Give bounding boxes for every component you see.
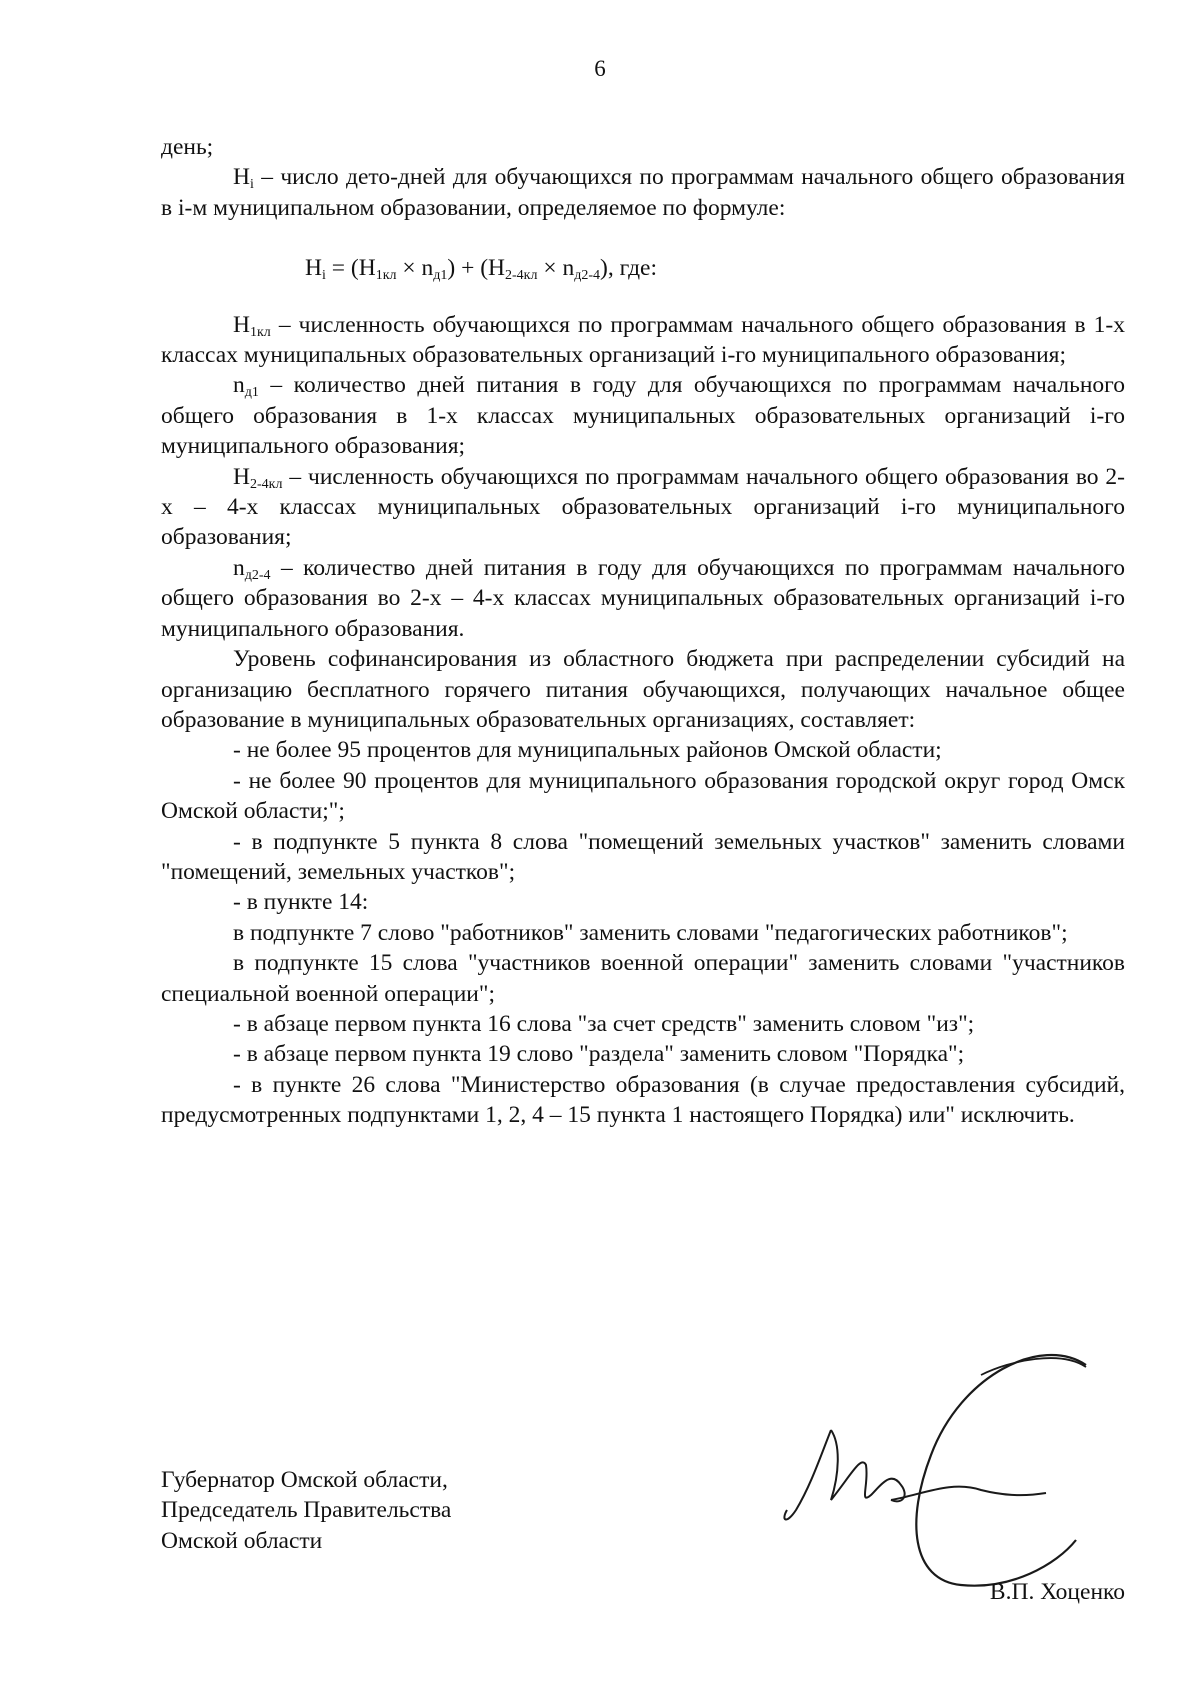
signatory-title-line: Председатель Правительства [161, 1497, 452, 1524]
formula-part: × n [396, 255, 434, 282]
paragraph-nd24-definition [161, 553, 1125, 644]
symbol-subscript: д1 [244, 385, 259, 401]
symbol: n [233, 554, 245, 581]
formula-part: ) + (Н [447, 255, 506, 282]
formula-part: Н [305, 255, 322, 282]
paragraph-n24kl-definition [161, 462, 1125, 553]
symbol-subscript: 1кл [249, 324, 271, 340]
amendment-item-19: - в абзаце первом пункта 19 слово "раздела" заменить словом "Порядка"; [233, 1041, 965, 1068]
definition-text: – количество дней питания в году для обучающихся по программам начального общего образования во 2-х – 4-х классах муниципальных образовательных организаций i-го муниципального образования. [161, 554, 1125, 642]
symbol-subscript: д2-4 [244, 567, 271, 583]
definition-text: – число дето-дней для обучающихся по программам начального общего образования в i-м муниципальном образовании, определяемое по формуле: [161, 164, 1125, 221]
list-item-90-percent: - не более 90 процентов для муниципального образования городской округ город Омск Омской области;"; [161, 767, 1125, 825]
formula-subscript: 2-4кл [505, 268, 538, 284]
signatory-title-line: Омской области [161, 1527, 323, 1554]
formula-part: = (Н [325, 255, 376, 282]
paragraph-continuation: день; [161, 134, 214, 160]
symbol: Н [233, 164, 250, 191]
formula-subscript: 1кл [375, 268, 397, 284]
symbol: n [233, 372, 245, 399]
symbol-subscript: i [249, 177, 254, 193]
amendment-subitem-15: в подпункте 15 слова "участников военной операции" заменить словами "участников специальной военной операции"; [161, 950, 1125, 1007]
paragraph-ni-definition [161, 162, 1125, 223]
amendment-item-8: - в подпункте 5 пункта 8 слова "помещений земельных участков" заменить словами "помещений, земельных участков"; [161, 828, 1125, 885]
amendment-item-14: - в пункте 14: [233, 889, 369, 916]
list-item-95-percent: - не более 95 процентов для муниципальных районов Омской области; [233, 737, 942, 764]
symbol: Н [233, 463, 250, 490]
document-body [161, 132, 1125, 1131]
page-number: 6 [594, 56, 606, 81]
signatory-name: В.П. Хоценко [989, 1579, 1125, 1605]
amendment-item-16: - в абзаце первом пункта 16 слова "за счет средств" заменить словом "из"; [233, 1010, 975, 1037]
symbol: Н [233, 311, 250, 338]
signature-block [161, 1465, 1125, 1625]
amendment-subitem-7: в подпункте 7 слово "работников" заменить словами "педагогических работников"; [233, 919, 1068, 946]
symbol-subscript: 2-4кл [249, 476, 283, 492]
definition-text: – численность обучающихся по программам начального общего образования в 1-х классах муниципальных образовательных организаций i-го муниципального образования; [161, 311, 1125, 369]
signatory-title [161, 1465, 451, 1556]
paragraph-nd1-definition [161, 370, 1125, 461]
formula-part: ), где: [600, 255, 657, 282]
formula-part: × n [537, 255, 575, 282]
signatory-title-line: Губернатор Омской области, [161, 1467, 448, 1493]
definition-text: – количество дней питания в году для обучающихся по программам начального общего образования в 1-х классах муниципальных образовательных организаций i-го муниципального образования; [161, 372, 1125, 460]
amendment-item-26: - в пункте 26 слова "Министерство образования (в случае предоставления субсидий, предусмотренных подпунктами 1, 2, 4 – 15 пункта 1 настоящего Порядка) или" исключить. [161, 1071, 1125, 1129]
paragraph-cofinancing: Уровень софинансирования из областного бюджета при распределении субсидий на организацию бесплатного горячего питания обучающихся, получающих начальное общее образование в муниципальных образовательных организациях, составляет: [161, 646, 1125, 733]
definition-text: – численность обучающихся по программам начального общего образования во 2-х – 4-х классах муниципальных образовательных организаций i-го муниципального образования; [161, 463, 1125, 551]
formula-subscript: i [321, 268, 326, 284]
formula [161, 253, 1125, 283]
formula-subscript: д1 [433, 268, 448, 284]
paragraph-n1kl-definition [161, 310, 1125, 371]
formula-subscript: д2-4 [574, 268, 601, 284]
